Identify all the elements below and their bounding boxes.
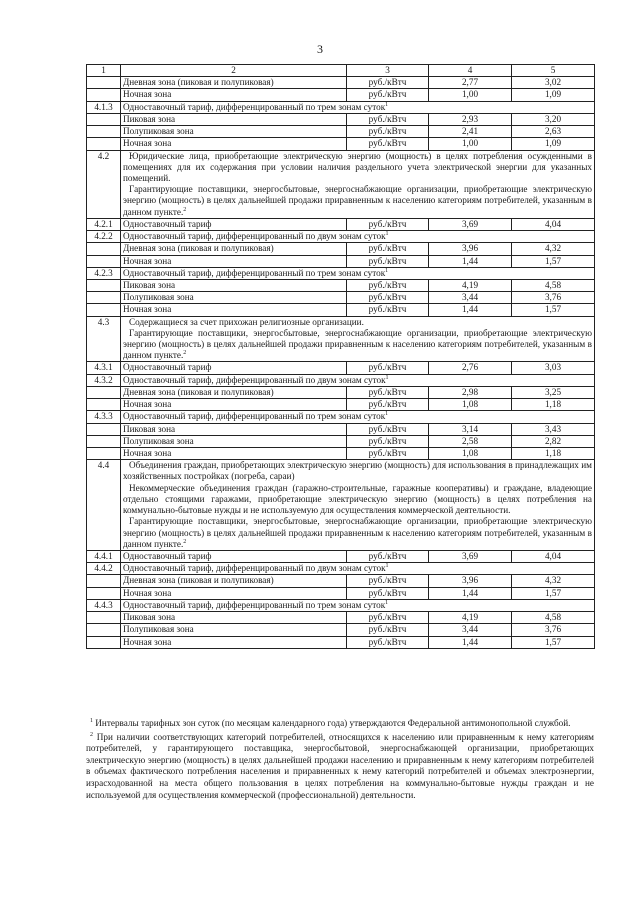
row-value-col4: 3,69 <box>429 550 512 562</box>
section-title-cell <box>121 267 595 279</box>
footnote-ref: 2 <box>90 731 93 738</box>
row-value-col4: 1,00 <box>429 89 512 101</box>
row-number <box>87 138 121 150</box>
section-title-cell <box>121 411 595 423</box>
row-number: 4.3.2 <box>87 374 121 386</box>
header-cell: 1 <box>87 65 121 77</box>
paragraph-text: Гарантирующие поставщики, энергосбытовые, энергоснабжающие организации, приобретающие электрическую энергию (мощность) в целях дальнейшей продажи приравненным к населению категориям потребителей, указанным в данном пункте. <box>123 184 592 217</box>
category-paragraph <box>123 151 592 185</box>
section-title-cell <box>121 599 595 611</box>
footnote <box>86 732 594 802</box>
row-value-col5: 3,76 <box>512 624 595 636</box>
row-value-col4: 3,96 <box>429 243 512 255</box>
section-title: Одноставочный тариф, дифференцированный по трем зонам суток <box>123 411 386 422</box>
category-paragraph <box>123 328 592 362</box>
row-unit: руб./кВтч <box>347 126 429 138</box>
row-number <box>87 279 121 291</box>
category-paragraph <box>123 516 592 550</box>
row-label: Дневная зона (пиковая и полупиковая) <box>121 575 347 587</box>
paragraph-text: Некоммерческие объединения граждан (гаражно-строительные, гаражные кооперативы) и граждане, владеющие отдельно стоящими гаражами, приобретающие электрическую энергию (мощность) в целях потребления на коммунально-бытовые нужды и не используемую для осуществления коммерческой деятельности. <box>123 482 592 516</box>
row-value-col5: 1,18 <box>512 399 595 411</box>
row-label: Одноставочный тариф <box>121 362 347 374</box>
row-label: Ночная зона <box>121 89 347 101</box>
row-number: 4.3.3 <box>87 411 121 423</box>
row-value-col5: 1,18 <box>512 448 595 460</box>
row-number <box>87 612 121 624</box>
tariff-table-body <box>87 65 595 649</box>
row-label: Полупиковая зона <box>121 126 347 138</box>
tariff-row <box>87 448 595 460</box>
section-title: Одноставочный тариф, дифференцированный по трем зонам суток <box>123 267 386 278</box>
tariff-row <box>87 550 595 562</box>
row-unit: руб./кВтч <box>347 113 429 125</box>
row-value-col4: 3,44 <box>429 292 512 304</box>
tariff-row <box>87 636 595 648</box>
tariff-row <box>87 423 595 435</box>
row-unit: руб./кВтч <box>347 399 429 411</box>
tariff-row <box>87 218 595 230</box>
row-number: 4.2.1 <box>87 218 121 230</box>
row-value-col4: 2,58 <box>429 435 512 447</box>
row-value-col4: 4,19 <box>429 279 512 291</box>
row-value-col4: 1,44 <box>429 304 512 316</box>
row-number <box>87 423 121 435</box>
row-value-col4: 2,98 <box>429 386 512 398</box>
row-value-col4: 1,08 <box>429 448 512 460</box>
row-value-col4: 1,44 <box>429 636 512 648</box>
row-value-col4: 2,77 <box>429 77 512 89</box>
row-label: Ночная зона <box>121 448 347 460</box>
row-number <box>87 435 121 447</box>
row-number: 4.4 <box>87 460 121 551</box>
row-number: 4.2.3 <box>87 267 121 279</box>
tariff-row <box>87 243 595 255</box>
row-label: Ночная зона <box>121 138 347 150</box>
row-number <box>87 386 121 398</box>
tariff-row <box>87 399 595 411</box>
tariff-section-row <box>87 231 595 243</box>
category-description <box>121 316 595 362</box>
row-unit: руб./кВтч <box>347 386 429 398</box>
category-row <box>87 316 595 362</box>
footnote-ref: 1 <box>385 374 389 381</box>
row-number <box>87 113 121 125</box>
row-number <box>87 624 121 636</box>
row-label: Ночная зона <box>121 636 347 648</box>
page-number: 3 <box>317 42 323 56</box>
row-value-col5: 1,57 <box>512 587 595 599</box>
row-label: Ночная зона <box>121 587 347 599</box>
section-title-cell <box>121 101 595 113</box>
row-value-col5: 1,57 <box>512 304 595 316</box>
row-unit: руб./кВтч <box>347 612 429 624</box>
row-value-col5: 2,63 <box>512 126 595 138</box>
row-value-col4: 2,41 <box>429 126 512 138</box>
footnote-ref: 2 <box>183 350 187 357</box>
tariff-row <box>87 292 595 304</box>
row-value-col4: 3,44 <box>429 624 512 636</box>
row-unit: руб./кВтч <box>347 362 429 374</box>
row-value-col4: 3,14 <box>429 423 512 435</box>
row-value-col4: 1,08 <box>429 399 512 411</box>
row-label: Ночная зона <box>121 399 347 411</box>
row-number: 4.2 <box>87 150 121 218</box>
row-unit: руб./кВтч <box>347 279 429 291</box>
row-value-col5: 3,02 <box>512 77 595 89</box>
tariff-row <box>87 624 595 636</box>
tariff-row <box>87 362 595 374</box>
row-value-col5: 1,09 <box>512 138 595 150</box>
row-number <box>87 77 121 89</box>
row-unit: руб./кВтч <box>347 243 429 255</box>
row-value-col5: 4,04 <box>512 550 595 562</box>
tariff-section-row <box>87 374 595 386</box>
row-value-col5: 3,25 <box>512 386 595 398</box>
row-number <box>87 448 121 460</box>
tariff-row <box>87 255 595 267</box>
footnote-ref: 1 <box>385 599 389 606</box>
section-title: Одноставочный тариф, дифференцированный по двум зонам суток <box>123 231 386 242</box>
footnotes <box>86 718 594 803</box>
row-label: Дневная зона (пиковая и полупиковая) <box>121 386 347 398</box>
row-label: Ночная зона <box>121 304 347 316</box>
footnote-ref: 2 <box>183 538 187 545</box>
header-cell: 4 <box>429 65 512 77</box>
table-header-row <box>87 65 595 77</box>
tariff-row <box>87 138 595 150</box>
row-value-col5: 4,58 <box>512 279 595 291</box>
row-number <box>87 399 121 411</box>
footnote-text: Интервалы тарифных зон суток (по месяцам календарного года) утверждаются Федеральной антимонопольной службой. <box>95 718 571 728</box>
row-label: Ночная зона <box>121 255 347 267</box>
row-number <box>87 304 121 316</box>
row-label: Пиковая зона <box>121 423 347 435</box>
footnote-ref: 1 <box>90 717 93 724</box>
row-value-col5: 3,76 <box>512 292 595 304</box>
paragraph-text: Объединения граждан, приобретающих электрическую энергию (мощность) для использования в принадлежащих им хозяйственных постройках (погреба, сараи) <box>123 460 592 482</box>
footnote-ref: 1 <box>385 563 389 570</box>
row-number <box>87 587 121 599</box>
row-value-col5: 3,43 <box>512 423 595 435</box>
row-unit: руб./кВтч <box>347 550 429 562</box>
row-unit: руб./кВтч <box>347 435 429 447</box>
row-label: Полупиковая зона <box>121 292 347 304</box>
row-unit: руб./кВтч <box>347 587 429 599</box>
tariff-row <box>87 77 595 89</box>
row-value-col5: 4,32 <box>512 243 595 255</box>
header-cell: 3 <box>347 65 429 77</box>
category-row <box>87 460 595 551</box>
row-number <box>87 126 121 138</box>
row-unit: руб./кВтч <box>347 624 429 636</box>
row-number: 4.3.1 <box>87 362 121 374</box>
tariff-section-row <box>87 563 595 575</box>
row-value-col5: 3,03 <box>512 362 595 374</box>
row-unit: руб./кВтч <box>347 255 429 267</box>
row-value-col5: 4,04 <box>512 218 595 230</box>
row-value-col5: 1,57 <box>512 255 595 267</box>
tariff-row <box>87 113 595 125</box>
tariff-row <box>87 435 595 447</box>
footnote-text: При наличии соответствующих категорий потребителей, относящихся к населению или приравненным к нему категориям потребителей, у гарантирующего поставщика, энергосбытовой, энергоснабжающей организации, приобретающих электрическую энергию (мощность) в целях дальнейшей продажи населению и приравненным к нему категориям потребителей в объемах фактического потребления населения и приравненных к нему категорий потребителей и объемах электроэнергии, израсходованной на места общего пользования в целях потребления на коммунально-бытовые нужды граждан и не используемой для осуществления коммерческой (профессиональной) деятельности. <box>86 731 594 800</box>
footnote <box>86 718 594 730</box>
category-paragraph <box>123 184 592 218</box>
category-paragraph <box>123 460 592 482</box>
row-unit: руб./кВтч <box>347 138 429 150</box>
row-unit: руб./кВтч <box>347 448 429 460</box>
tariff-table <box>86 64 595 649</box>
row-value-col4: 2,93 <box>429 113 512 125</box>
row-number: 4.4.1 <box>87 550 121 562</box>
row-label: Одноставочный тариф <box>121 550 347 562</box>
row-number <box>87 89 121 101</box>
header-cell: 2 <box>121 65 347 77</box>
row-unit: руб./кВтч <box>347 636 429 648</box>
footnote-ref: 1 <box>385 267 389 274</box>
tariff-section-row <box>87 267 595 279</box>
row-number: 4.2.2 <box>87 231 121 243</box>
header-cell: 5 <box>512 65 595 77</box>
row-label: Пиковая зона <box>121 612 347 624</box>
row-label: Дневная зона (пиковая и полупиковая) <box>121 243 347 255</box>
row-number <box>87 243 121 255</box>
row-value-col4: 3,69 <box>429 218 512 230</box>
row-number: 4.3 <box>87 316 121 362</box>
section-title: Одноставочный тариф, дифференцированный по трем зонам суток <box>123 101 386 112</box>
tariff-section-row <box>87 599 595 611</box>
tariff-row <box>87 279 595 291</box>
section-title: Одноставочный тариф, дифференцированный по двум зонам суток <box>123 563 386 574</box>
footnote-ref: 1 <box>385 231 389 237</box>
row-value-col4: 1,00 <box>429 138 512 150</box>
row-value-col4: 4,19 <box>429 612 512 624</box>
row-value-col5: 3,20 <box>512 113 595 125</box>
row-label: Одноставочный тариф <box>121 218 347 230</box>
row-number: 4.4.2 <box>87 563 121 575</box>
row-unit: руб./кВтч <box>347 77 429 89</box>
section-title: Одноставочный тариф, дифференцированный по трем зонам суток <box>123 599 386 610</box>
tariff-row <box>87 386 595 398</box>
row-unit: руб./кВтч <box>347 304 429 316</box>
row-unit: руб./кВтч <box>347 218 429 230</box>
row-value-col4: 2,76 <box>429 362 512 374</box>
paragraph-text: Гарантирующие поставщики, энергосбытовые, энергоснабжающие организации, приобретающие электрическую энергию (мощность) в целях дальнейшей продажи приравненным к населению категориям потребителей, указанным в данном пункте. <box>123 516 592 549</box>
tariff-section-row <box>87 411 595 423</box>
section-title-cell <box>121 231 595 243</box>
paragraph-text: Гарантирующие поставщики, энергосбытовые, энергоснабжающие организации, приобретающие электрическую энергию (мощность) в целях дальнейшей продажи приравненным к населению категориям потребителей, указанным в данном пункте. <box>123 327 592 361</box>
row-value-col4: 3,96 <box>429 575 512 587</box>
row-label: Дневная зона (пиковая и полупиковая) <box>121 77 347 89</box>
row-value-col5: 1,57 <box>512 636 595 648</box>
row-value-col5: 2,82 <box>512 435 595 447</box>
tariff-row <box>87 304 595 316</box>
footnote-ref: 2 <box>183 206 187 213</box>
row-label: Пиковая зона <box>121 113 347 125</box>
row-value-col4: 1,44 <box>429 587 512 599</box>
category-paragraph <box>123 483 592 517</box>
footnote-ref: 1 <box>385 101 389 108</box>
tariff-row <box>87 612 595 624</box>
row-label: Пиковая зона <box>121 279 347 291</box>
paragraph-text: Содержащиеся за счет прихожан религиозные организации. <box>129 316 364 327</box>
row-number <box>87 292 121 304</box>
row-unit: руб./кВтч <box>347 575 429 587</box>
paragraph-text: Юридические лица, приобретающие электрическую энергию (мощность) в целях потребления осужденными в помещениях для их содержания при условии наличия раздельного учета электрической энергии для указанных помещений. <box>123 150 592 183</box>
row-value-col5: 4,32 <box>512 575 595 587</box>
row-value-col5: 4,58 <box>512 612 595 624</box>
category-description <box>121 460 595 551</box>
tariff-row <box>87 126 595 138</box>
row-unit: руб./кВтч <box>347 423 429 435</box>
row-unit: руб./кВтч <box>347 292 429 304</box>
row-number: 4.1.3 <box>87 101 121 113</box>
category-row <box>87 150 595 218</box>
tariff-row <box>87 89 595 101</box>
tariff-row <box>87 575 595 587</box>
footnote-ref: 1 <box>385 411 389 418</box>
row-label: Полупиковая зона <box>121 435 347 447</box>
row-number: 4.4.3 <box>87 599 121 611</box>
row-unit: руб./кВтч <box>347 89 429 101</box>
row-number <box>87 636 121 648</box>
tariff-row <box>87 587 595 599</box>
category-paragraph <box>123 317 592 328</box>
row-number <box>87 255 121 267</box>
row-label: Полупиковая зона <box>121 624 347 636</box>
tariff-section-row <box>87 101 595 113</box>
section-title: Одноставочный тариф, дифференцированный по двум зонам суток <box>123 374 386 385</box>
row-number <box>87 575 121 587</box>
category-description <box>121 150 595 218</box>
row-value-col4: 1,44 <box>429 255 512 267</box>
section-title-cell <box>121 374 595 386</box>
section-title-cell <box>121 563 595 575</box>
row-value-col5: 1,09 <box>512 89 595 101</box>
